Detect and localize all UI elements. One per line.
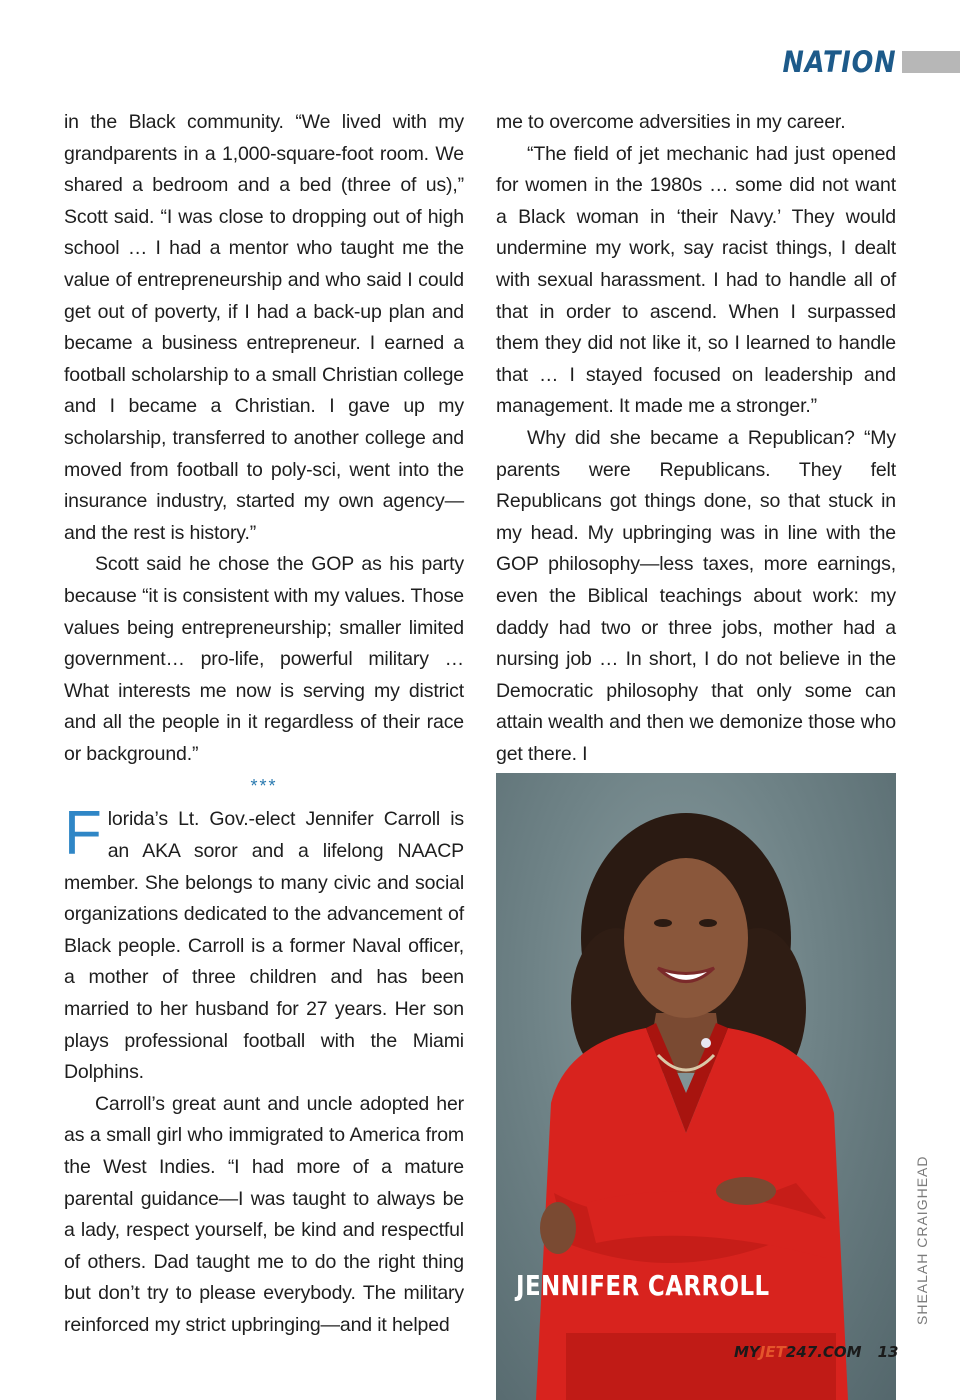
drop-cap: F bbox=[64, 799, 102, 869]
paragraph: “The field of jet mechanic had just opened for women in the 1980s … some did not want a Black woman in ‘their Navy.’ They would undermine my work, say racist things, I dealt with sexual harassment. I had to handle all of that in order to ascend. When I surpassed them they did not like it, so I learned to handle that … I stayed focused on leadership and management. It made me a stronger.” bbox=[496, 142, 896, 418]
section-separator: *** bbox=[250, 776, 278, 797]
page-footer bbox=[734, 1343, 898, 1367]
paragraph-text: lorida’s Lt. Gov.-elect Jennifer Carroll is an AKA soror and a lifelong NAACP member. She belongs to many civic and social organizations dedicated to the advancement of Black people. Carroll is a former Naval officer, a mother of three children and has been married to her husband for 27 years. Her son plays professional football with the Miami Dolphins. bbox=[64, 808, 464, 1084]
article-column-left bbox=[64, 107, 464, 1342]
footer-site-jet: JET bbox=[759, 1343, 786, 1361]
portrait-photo bbox=[496, 773, 896, 1400]
paragraph-with-dropcap bbox=[64, 799, 464, 1088]
footer-site-my: MY bbox=[734, 1343, 760, 1361]
photo-credit: SHEALAH CRAIGHEAD bbox=[914, 1155, 930, 1325]
footer-site-rest: 247.COM bbox=[785, 1343, 862, 1361]
paragraph: Why did she became a Republican? “My parents were Republicans. They felt Republicans got things done, so that stuck in my head. My upbringing was in line with the GOP philosophy—less taxes, more earnings, even the Biblical teachings about work: my daddy had two or three jobs, mother had a nursing job … In short, I do not believe in the Democratic philosophy that only some can attain wealth and then we demonize those who get there. I bbox=[496, 426, 896, 765]
paragraph: Carroll’s great aunt and uncle adopted her as a small girl who immigrated to America from the West Indies. “I had more of a mature parental guidance—I was taught to always be a lady, respect yourself, be kind and respectful of others. Dad taught me to do the right thing but don’t try to please everybody. The military reinforced my strict upbringing—and it helped bbox=[64, 1092, 464, 1336]
page-number: 13 bbox=[877, 1343, 899, 1361]
photo-caption: JENNIFER CARROLL bbox=[516, 1269, 770, 1302]
section-title: NATION bbox=[782, 45, 896, 79]
section-bar bbox=[902, 51, 960, 73]
paragraph: me to overcome adversities in my career. bbox=[496, 111, 846, 133]
paragraph: in the Black community. “We lived with my grandparents in a 1,000-square-foot room. We shared a bedroom and a bed (three of us),” Scott said. “I was close to dropping out of high school … I had a mentor who taught me the value of entrepreneurship and who said I could get out of poverty, if I had a back-up plan and became a business entrepreneur. I earned a football scholarship to a small Christian college and I became a Christian. I gave up my scholarship, transferred to another college and moved from football to poly-sci, went into the insurance industry, started my own agency—and the rest is history.” bbox=[64, 111, 464, 544]
section-header bbox=[767, 44, 960, 80]
article-column-right bbox=[496, 107, 896, 770]
paragraph: Scott said he chose the GOP as his party because “it is consistent with my values. Those values being entrepreneurship; smaller limited government… pro-life, powerful military … What interests me now is serving my district and all the people in it regardless of their race or background.” bbox=[64, 553, 464, 765]
portrait-illustration bbox=[496, 773, 896, 1400]
